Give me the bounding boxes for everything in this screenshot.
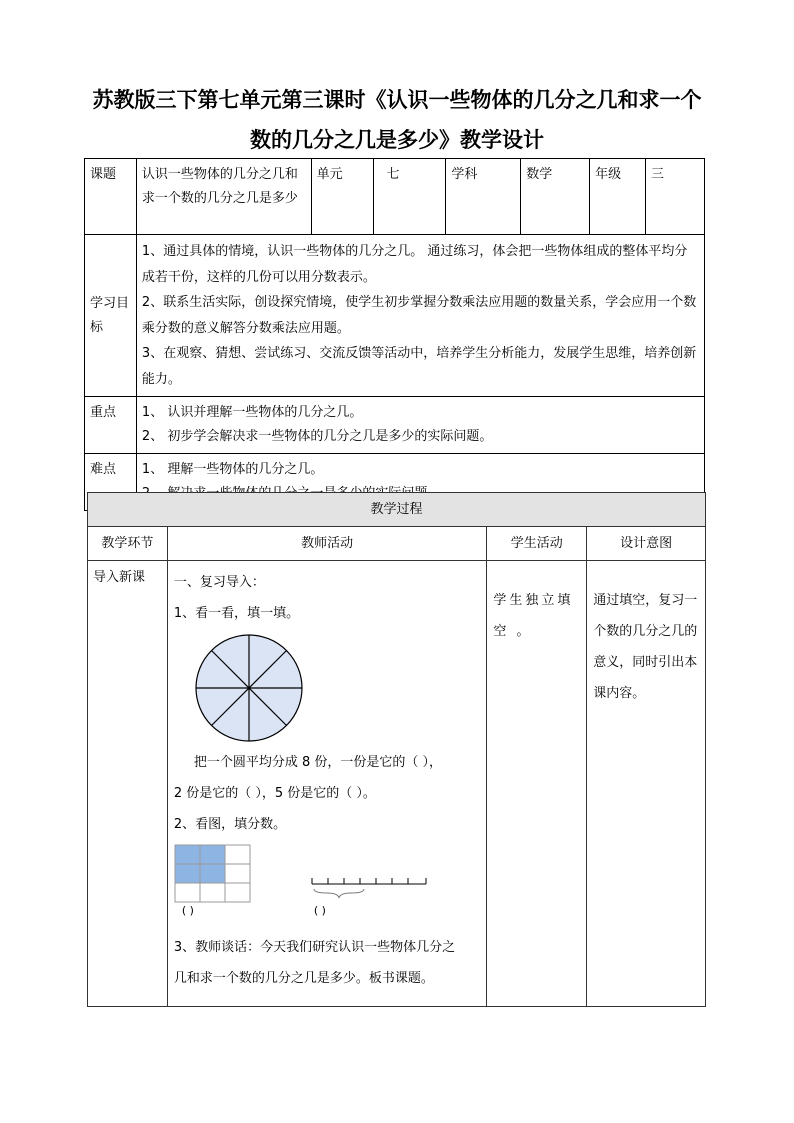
column-student: 学生活动 (487, 527, 587, 561)
info-row-goals (85, 235, 705, 397)
fill-blank-line2: 2 份是它的（ ），5 份是它的（ ）。 (173, 786, 376, 801)
process-header-row (88, 493, 706, 527)
review-heading: 一、复习导入： (173, 575, 265, 590)
goal-item: 1、通过具体的情境，认识一些物体的几分之几。 通过练习，体会把一些物体组成的整体平均分成若干份，这样的几份可以用分数表示。 (141, 244, 688, 285)
key-item: 1、 认识并理解一些物体的几分之几。 (141, 405, 363, 420)
info-row-key (85, 397, 705, 454)
subject-value: 数学 (521, 159, 590, 235)
unit-value: 七 (374, 159, 446, 235)
column-stage: 教学环节 (88, 527, 168, 561)
goal-item: 2、联系生活实际，创设探究情境，使学生初步掌握分数乘法应用题的数量关系，学会应用一个数乘分数的意义解答分数乘法应用题。 (141, 295, 697, 336)
teaching-process-table (87, 492, 706, 1007)
grid-answer-paren: ( ) (181, 904, 194, 917)
document-title-line1: 苏教版三下第七单元第三课时《认识一些物体的几分之几和求一个 (92, 87, 702, 112)
unit-label: 单元 (311, 159, 374, 235)
difficult-label: 难点 (85, 454, 137, 511)
ruler-answer-paren: ( ) (313, 904, 326, 917)
column-teacher: 教师活动 (167, 527, 487, 561)
task-3-line1: 3、教师谈话：今天我们研究认识一些物体几分之 (173, 940, 456, 955)
fill-blank-line1: 把一个圆平均分成 8 份，一份是它的（ ）， (193, 755, 443, 770)
process-intro-row (88, 561, 706, 1007)
fraction-figures (174, 840, 481, 932)
key-content (136, 397, 704, 454)
document-title-line2: 数的几分之几是多少》教学设计 (250, 127, 544, 152)
stage-name: 导入新课 (88, 561, 168, 1007)
goals-label: 学习目标 (85, 235, 137, 397)
info-row-topic (85, 159, 705, 235)
teacher-activity (167, 561, 487, 1007)
process-header: 教学过程 (88, 493, 706, 527)
lesson-info-table (84, 158, 705, 511)
subject-label: 学科 (446, 159, 521, 235)
grade-value: 三 (646, 159, 705, 235)
segment-ruler-figure (310, 872, 430, 902)
topic-value: 认识一些物体的几分之几和求一个数的几分之几是多少 (136, 159, 311, 235)
grid-fraction-figure (174, 844, 252, 904)
process-column-row (88, 527, 706, 561)
difficult-item: 1、 理解一些物体的几分之几。 (141, 462, 324, 477)
task-3-line2: 几和求一个数的几分之几是多少。板书课题。 (173, 971, 434, 986)
goals-content (136, 235, 704, 397)
topic-label: 课题 (85, 159, 137, 235)
student-activity: 学生独立填空 。 (487, 561, 587, 1007)
design-intent: 通过填空，复习一个数的几分之几的意义，同时引出本课内容。 (587, 561, 706, 1007)
key-label: 重点 (85, 397, 137, 454)
goal-item: 3、在观察、猜想、尝试练习、交流反馈等活动中，培养学生分析能力，发展学生思维，培养创新能力。 (141, 346, 697, 387)
task-2-label: 2、看图，填分数。 (173, 817, 287, 832)
column-intent: 设计意图 (587, 527, 706, 561)
grade-label: 年级 (590, 159, 646, 235)
key-item: 2、 初步学会解决求一些物体的几分之几是多少的实际问题。 (141, 429, 493, 444)
circle-eighths-figure (194, 633, 304, 743)
task-1-label: 1、看一看，填一填。 (173, 606, 300, 621)
